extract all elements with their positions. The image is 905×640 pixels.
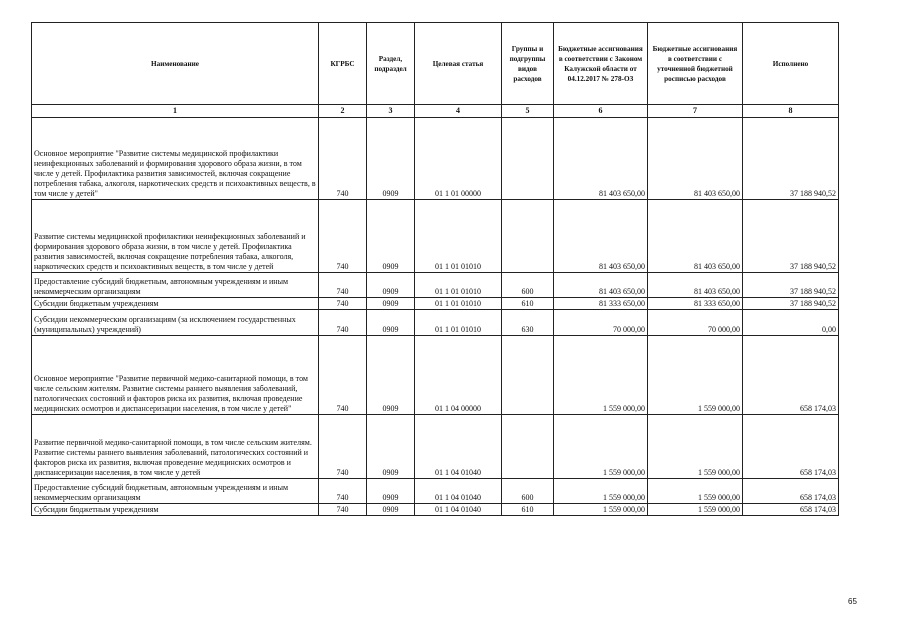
row-section: 0909 — [367, 310, 415, 336]
row-group — [502, 336, 554, 415]
table-row — [32, 273, 839, 298]
row-name: Развитие первичной медико-санитарной помощи, в том числе сельским жителям. Развитие системы раннего выявления заболеваний, патологических состояний и факторов риска их развития, включая проведение медицинских осмотров и диспансеризации населения, в том числе у детей — [32, 415, 319, 479]
row-section: 0909 — [367, 415, 415, 479]
row-target: 01 1 04 00000 — [415, 336, 502, 415]
row-updated-amount: 81 403 650,00 — [648, 200, 743, 273]
row-section: 0909 — [367, 479, 415, 504]
row-law-amount: 70 000,00 — [554, 310, 648, 336]
row-name: Основное мероприятие "Развитие системы медицинской профилактики неинфекционных заболеваний и формирования здорового образа жизни, в том числе у детей. Профилактика развития зависимостей, включая сокращение потребления табака, алкоголя, наркотических средств и психоактивных веществ, в том числе у детей" — [32, 118, 319, 200]
row-executed-amount: 37 188 940,52 — [743, 273, 839, 298]
row-group: 600 — [502, 479, 554, 504]
row-law-amount: 1 559 000,00 — [554, 336, 648, 415]
row-section: 0909 — [367, 200, 415, 273]
column-number: 3 — [367, 105, 415, 118]
row-name: Основное мероприятие "Развитие первичной медико-санитарной помощи, в том числе сельским жителям. Развитие системы раннего выявления заболеваний, патологических состояний и факторов риска их развития, включая проведение медицинских осмотров и диспансеризации населения, в том числе у детей" — [32, 336, 319, 415]
row-group — [502, 415, 554, 479]
row-executed-amount: 37 188 940,52 — [743, 118, 839, 200]
budget-execution-table — [31, 22, 839, 516]
column-number: 8 — [743, 105, 839, 118]
row-kgrbs: 740 — [319, 118, 367, 200]
row-group: 610 — [502, 298, 554, 310]
row-kgrbs: 740 — [319, 273, 367, 298]
row-section: 0909 — [367, 298, 415, 310]
row-name: Субсидии бюджетным учреждениям — [32, 298, 319, 310]
row-law-amount: 1 559 000,00 — [554, 504, 648, 516]
table-row — [32, 310, 839, 336]
row-group — [502, 118, 554, 200]
header-target: Целевая статья — [415, 23, 502, 105]
row-section: 0909 — [367, 336, 415, 415]
column-number: 4 — [415, 105, 502, 118]
row-updated-amount: 70 000,00 — [648, 310, 743, 336]
row-executed-amount: 37 188 940,52 — [743, 200, 839, 273]
row-executed-amount: 37 188 940,52 — [743, 298, 839, 310]
row-law-amount: 81 403 650,00 — [554, 273, 648, 298]
row-updated-amount: 1 559 000,00 — [648, 504, 743, 516]
header-updated: Бюджетные ассигнования в соответствии с уточненной бюджетной росписью расходов — [648, 23, 743, 105]
row-section: 0909 — [367, 273, 415, 298]
row-law-amount: 1 559 000,00 — [554, 479, 648, 504]
row-target: 01 1 01 01010 — [415, 200, 502, 273]
row-law-amount: 81 403 650,00 — [554, 118, 648, 200]
header-law: Бюджетные ассигнования в соответствии с Законом Калужской области от 04.12.2017 № 278-ОЗ — [554, 23, 648, 105]
row-kgrbs: 740 — [319, 415, 367, 479]
row-section: 0909 — [367, 504, 415, 516]
table-row — [32, 504, 839, 516]
table-row — [32, 118, 839, 200]
row-executed-amount: 658 174,03 — [743, 479, 839, 504]
row-updated-amount: 81 403 650,00 — [648, 118, 743, 200]
header-section: Раздел, подраздел — [367, 23, 415, 105]
row-name: Предоставление субсидий бюджетным, автономным учреждениям и иным некоммерческим организациям — [32, 479, 319, 504]
row-target: 01 1 04 01040 — [415, 415, 502, 479]
header-executed: Исполнено — [743, 23, 839, 105]
row-group: 600 — [502, 273, 554, 298]
row-group — [502, 200, 554, 273]
row-group: 610 — [502, 504, 554, 516]
row-executed-amount: 658 174,03 — [743, 336, 839, 415]
table-row — [32, 200, 839, 273]
row-target: 01 1 01 01010 — [415, 273, 502, 298]
column-number: 6 — [554, 105, 648, 118]
row-updated-amount: 81 333 650,00 — [648, 298, 743, 310]
row-kgrbs: 740 — [319, 298, 367, 310]
row-kgrbs: 740 — [319, 200, 367, 273]
page-number: 65 — [848, 597, 857, 606]
row-executed-amount: 658 174,03 — [743, 415, 839, 479]
row-target: 01 1 01 00000 — [415, 118, 502, 200]
row-updated-amount: 1 559 000,00 — [648, 415, 743, 479]
row-kgrbs: 740 — [319, 336, 367, 415]
table-row — [32, 336, 839, 415]
row-name: Субсидии некоммерческим организациям (за исключением государственных (муниципальных) учреждений) — [32, 310, 319, 336]
row-executed-amount: 658 174,03 — [743, 504, 839, 516]
row-section: 0909 — [367, 118, 415, 200]
row-target: 01 1 04 01040 — [415, 479, 502, 504]
row-kgrbs: 740 — [319, 479, 367, 504]
column-number: 7 — [648, 105, 743, 118]
row-law-amount: 81 333 650,00 — [554, 298, 648, 310]
row-target: 01 1 01 01010 — [415, 310, 502, 336]
header-kgrbs: КГРБС — [319, 23, 367, 105]
table-header-row — [32, 23, 839, 105]
row-name: Субсидии бюджетным учреждениям — [32, 504, 319, 516]
row-group: 630 — [502, 310, 554, 336]
header-name: Наименование — [32, 23, 319, 105]
row-law-amount: 1 559 000,00 — [554, 415, 648, 479]
row-law-amount: 81 403 650,00 — [554, 200, 648, 273]
table-row — [32, 298, 839, 310]
row-updated-amount: 1 559 000,00 — [648, 336, 743, 415]
row-executed-amount: 0,00 — [743, 310, 839, 336]
table-row — [32, 479, 839, 504]
row-name: Предоставление субсидий бюджетным, автономным учреждениям и иным некоммерческим организациям — [32, 273, 319, 298]
header-groups: Группы и подгруппы видов расходов — [502, 23, 554, 105]
row-kgrbs: 740 — [319, 504, 367, 516]
row-updated-amount: 1 559 000,00 — [648, 479, 743, 504]
table-row — [32, 415, 839, 479]
column-number-row — [32, 105, 839, 118]
row-name: Развитие системы медицинской профилактики неинфекционных заболеваний и формирования здорового образа жизни, в том числе у детей. Профилактика развития зависимостей, включая сокращение потребления табака, алкоголя, наркотических средств и психоактивных веществ, в том числе у детей — [32, 200, 319, 273]
row-target: 01 1 04 01040 — [415, 504, 502, 516]
row-target: 01 1 01 01010 — [415, 298, 502, 310]
row-kgrbs: 740 — [319, 310, 367, 336]
column-number: 2 — [319, 105, 367, 118]
row-updated-amount: 81 403 650,00 — [648, 273, 743, 298]
column-number: 5 — [502, 105, 554, 118]
column-number: 1 — [32, 105, 319, 118]
